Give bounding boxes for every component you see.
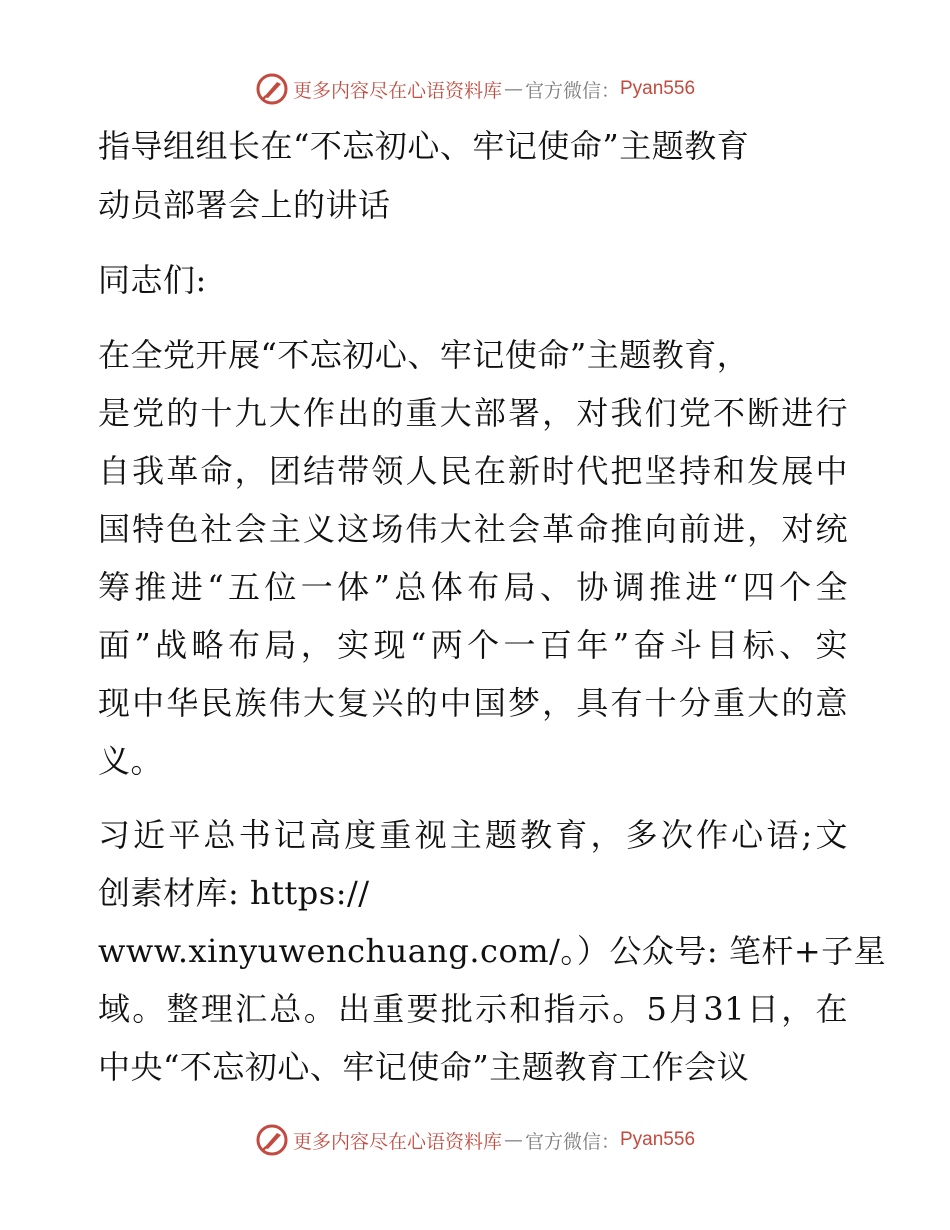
watermark-wechat-id: Pyan556: [620, 78, 696, 99]
paragraph-1-line-3: 自我革命，团结带领人民在新时代把坚持和发展中: [98, 452, 848, 490]
paragraph-1-line-8: 义。: [98, 742, 164, 780]
paragraph-2-line-3: www.xinyuwenchuang.com/。）公众号: 笔杆+子星: [98, 932, 887, 970]
document-title-line-1: 指导组组长在“不忘初心、牢记使命”主题教育: [98, 127, 750, 165]
document-title-line-2: 动员部署会上的讲话: [98, 186, 391, 224]
watermark-label: 官方微信：: [524, 1130, 620, 1153]
paragraph-1-line-2: 是党的十九大作出的重大部署，对我们党不断进行: [98, 394, 848, 432]
watermark-wechat-id: Pyan556: [620, 1129, 696, 1150]
watermark-separator: —: [503, 78, 523, 100]
paragraph-2-line-4: 域。整理汇总。出重要批示和指示。5月31日，在: [98, 990, 848, 1028]
paragraph-1-line-6: 面”战略布局，实现“两个一百年”奋斗目标、实: [98, 626, 848, 664]
watermark-label: 官方微信：: [524, 79, 620, 102]
watermark-site: 更多内容尽在心语资料库: [292, 79, 502, 102]
salutation: 同志们:: [98, 261, 207, 299]
quill-logo-icon: [255, 1123, 289, 1157]
header-watermark: [0, 69, 950, 109]
watermark-separator: —: [503, 1129, 523, 1151]
paragraph-1-line-7: 现中华民族伟大复兴的中国梦，具有十分重大的意: [98, 684, 848, 722]
paragraph-1-line-1: 在全党开展“不忘初心、牢记使命”主题教育，: [98, 336, 750, 374]
paragraph-2-line-1: 习近平总书记高度重视主题教育，多次作心语;文: [98, 816, 848, 854]
paragraph-2-line-2: 创素材库: https://: [98, 874, 370, 912]
watermark-site: 更多内容尽在心语资料库: [292, 1130, 502, 1153]
quill-logo-icon: [255, 72, 289, 106]
footer-watermark: [0, 1120, 950, 1160]
paragraph-2-line-5: 中央“不忘初心、牢记使命”主题教育工作会议: [98, 1048, 750, 1086]
paragraph-1-line-5: 筹推进“五位一体”总体布局、协调推进“四个全: [98, 568, 848, 606]
paragraph-1-line-4: 国特色社会主义这场伟大社会革命推向前进，对统: [98, 510, 848, 548]
